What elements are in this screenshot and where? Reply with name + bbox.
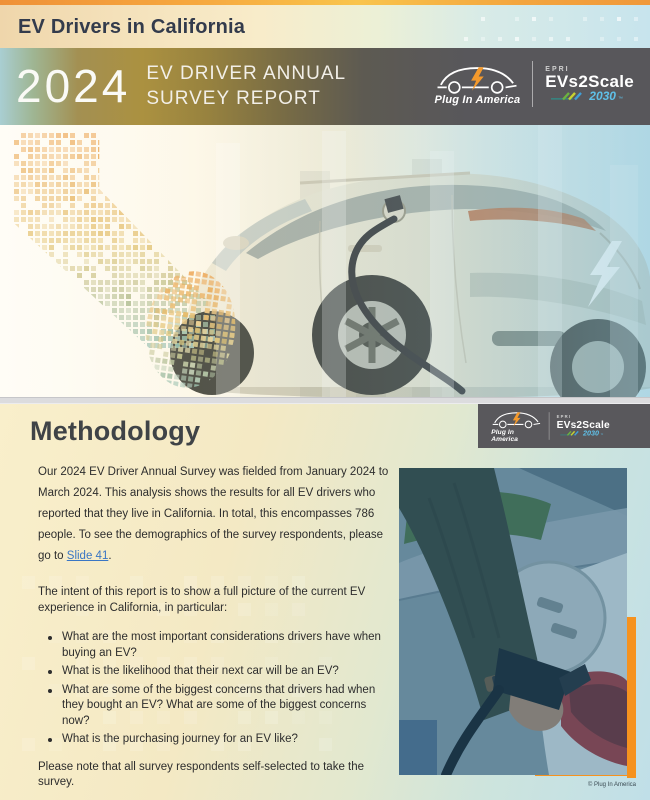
methodology-section	[0, 404, 650, 800]
logo-divider	[532, 61, 533, 107]
methodology-heading: Methodology	[30, 416, 201, 446]
orange-accent-vertical	[627, 617, 636, 778]
page-title: EV Drivers in California	[18, 16, 246, 38]
evs2scale-name: EVs2Scale	[545, 72, 634, 91]
banner-title-line1: EV DRIVER ANNUAL	[146, 63, 347, 84]
glass-bar-decoration	[610, 165, 638, 397]
glass-bar-decoration	[430, 151, 454, 397]
intent-paragraph: The intent of this report is to show a full picture of the current EV experience in California, in particular:	[38, 586, 366, 614]
stripes-icon	[560, 430, 582, 437]
plug-in-america-label: Plug In America	[434, 94, 521, 106]
evs2scale-2030-row	[551, 91, 623, 102]
bullet-item: What is the purchasing journey for an EV like?	[38, 732, 396, 748]
glass-bar-decoration	[538, 125, 562, 397]
intro-paragraph	[38, 462, 396, 567]
section-divider	[0, 397, 650, 404]
title-bar	[0, 5, 650, 48]
bullet-item: What are the most important considerations drivers have when buying an EV?	[38, 630, 396, 661]
banner-title-line2: SURVEY REPORT	[146, 88, 321, 109]
stripes-icon	[551, 91, 587, 102]
banner-title-group	[16, 59, 346, 113]
evs2scale-year: 2030	[589, 89, 616, 103]
question-list	[38, 630, 396, 748]
slide-41-link[interactable]: Slide 41	[66, 550, 109, 562]
pixel-dots-decoration	[464, 17, 638, 41]
banner-title	[146, 61, 346, 111]
charging-photo	[399, 468, 627, 775]
methodology-copy	[38, 462, 396, 791]
car-outline-icon	[435, 62, 519, 96]
epri-label: EPRI	[556, 415, 572, 420]
evs2scale-logo	[557, 415, 610, 437]
evs2scale-name: EVs2Scale	[556, 418, 610, 431]
logo-divider	[549, 412, 550, 440]
glass-bar-decoration	[322, 131, 346, 397]
evs2scale-2030-row	[560, 430, 603, 437]
bullet-item: What are some of the biggest concerns that drivers had when they bought an EV? What are some of the biggest concerns now?	[38, 683, 396, 730]
bullet-item: What is the likelihood that their next car will be an EV?	[38, 664, 396, 680]
banner-year: 2024	[16, 60, 131, 112]
plug-in-america-logo	[491, 409, 541, 443]
trademark-mark: ™	[600, 433, 604, 437]
logo-cluster-small	[491, 413, 610, 443]
plug-in-america-logo	[435, 62, 521, 106]
report-banner	[0, 48, 650, 125]
logo-cluster	[435, 61, 634, 107]
hero-image	[0, 125, 650, 397]
note-paragraph: Please note that all survey respondents self-selected to take the survey.	[38, 760, 365, 788]
evs2scale-year: 2030	[583, 429, 600, 438]
intro-text-end: .	[108, 550, 112, 562]
copyright-line: © Plug In America	[587, 782, 636, 788]
charging-hand-illustration	[399, 468, 627, 775]
evs2scale-logo	[545, 66, 634, 102]
logo-box	[478, 404, 650, 448]
epri-label: EPRI	[545, 66, 570, 73]
plug-in-america-label: Plug In America	[491, 428, 519, 443]
trademark-mark: ™	[617, 96, 623, 102]
intro-text: Our 2024 EV Driver Annual Survey was fielded from January 2024 to March 2024. This analysis shows the results for all EV drivers who reported that they live in California. In total, this encompasses 786 people. To see the demographics of the survey respondents, please go to	[38, 466, 389, 562]
car-outline-icon	[491, 409, 541, 429]
